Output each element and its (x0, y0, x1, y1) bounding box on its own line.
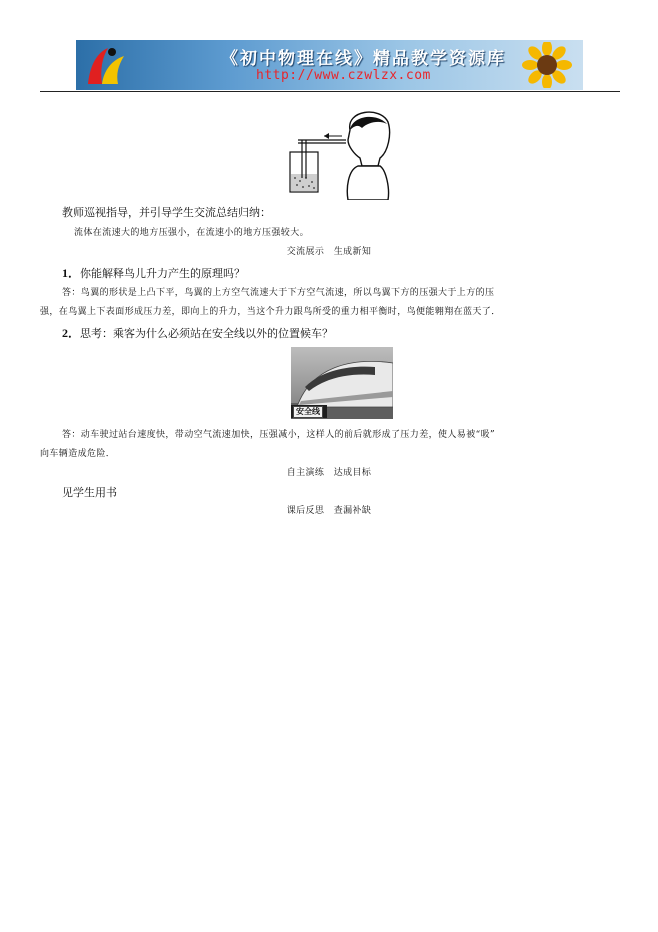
sunflower-icon (517, 42, 577, 88)
question-1-number: 1． (62, 266, 81, 280)
safety-line-sign: 安全线 (293, 406, 323, 418)
answer-1-line-1: 答：鸟翼的形状是上凸下平，鸟翼的上方空气流速大于下方空气流速，所以鸟翼下方的压强大于上方的压 (62, 288, 495, 298)
section-heading-reflect: 课后反思 查漏补缺 (286, 506, 372, 516)
question-2 (62, 326, 333, 341)
section-heading-exchange: 交流展示 生成新知 (286, 247, 372, 257)
question-1-text: 你能解释鸟儿升力产生的原理吗？ (80, 267, 246, 280)
answer-1-line-2: 强，在鸟翼上下表面形成压力差，即向上的升力，当这个升力跟鸟所受的重力相平衡时，鸟便能翱翔在蓝天了． (40, 307, 501, 317)
header-divider (40, 91, 620, 92)
banner-url[interactable]: http://www.czwlzx.com (256, 68, 431, 83)
teacher-guide-text: 教师巡视指导，并引导学生交流总结归纳： (62, 206, 271, 219)
answer-2-line-2: 向车辆造成危险． (40, 449, 116, 459)
header-banner (76, 40, 583, 90)
conclusion-text: 流体在流速大的地方压强小，在流速小的地方压强较大。 (74, 228, 310, 238)
question-2-text: 思考：乘客为什么必须站在安全线以外的位置候车？ (80, 327, 334, 340)
blowing-experiment-figure (288, 108, 392, 200)
banner-title: 《初中物理在线》精品教学资源库 (221, 49, 506, 69)
answer-2-line-1: 答：动车驶过站台速度快，带动空气流速加快，压强减小，这样人的前后就形成了压力差，使人易被“吸” (62, 430, 496, 440)
question-2-number: 2． (62, 326, 81, 340)
section-heading-practice: 自主演练 达成目标 (286, 468, 372, 478)
question-1 (62, 266, 245, 281)
see-student-book-text: 见学生用书 (62, 486, 117, 499)
logo-icon (84, 44, 128, 86)
